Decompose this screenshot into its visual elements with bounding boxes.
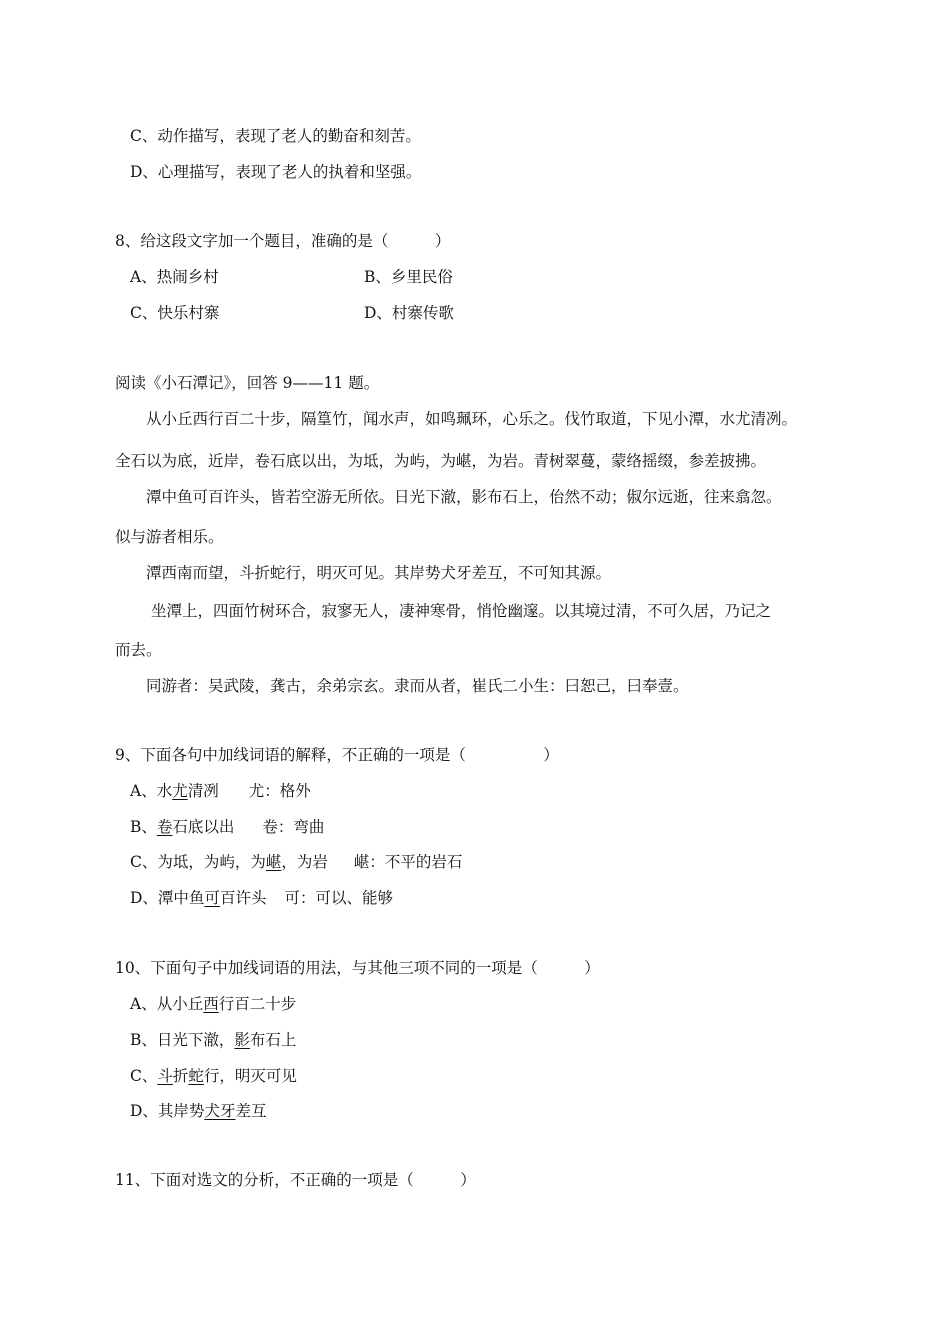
passage-p3: 潭西南而望，斗折蛇行，明灭可见。其岸势犬牙差互，不可知其源。	[146, 564, 612, 582]
q10-option-a	[130, 994, 296, 1014]
q10-c-text-mid: 折	[172, 1067, 189, 1085]
q9-a-text-post: 清冽	[187, 782, 219, 800]
q11-stem: 11、下面对选文的分析，不正确的一项是（ ）	[115, 1171, 476, 1189]
q10-c-underlined-1: 斗	[157, 1067, 173, 1085]
q9-c-underlined: 嵁	[265, 853, 282, 871]
q10-d-text-post: 差互	[235, 1102, 267, 1120]
passage-p1-line1: 从小丘西行百二十步，隔篁竹，闻水声，如鸣珮环，心乐之。伐竹取道，下见小潭，水尤清冽。	[146, 410, 798, 428]
q10-c-text: C、	[130, 1067, 158, 1085]
q9-b-gloss: 卷：弯曲	[262, 818, 325, 836]
q10-d-text: D、其岸势	[130, 1102, 205, 1120]
q9-d-text-post: 百许头	[219, 889, 267, 907]
q9-b-text: B、	[130, 818, 157, 836]
q9-d-gloss: 可：可以、能够	[284, 889, 393, 907]
passage-p2-line1: 潭中鱼可百许头，皆若空游无所依。日光下澈，影布石上，佁然不动；俶尔远逝，往来翕忽。	[146, 488, 782, 506]
q10-d-underlined: 犬牙	[204, 1102, 236, 1120]
passage-p4-line1: 坐潭上，四面竹树环合，寂寥无人，凄神寒骨，悄怆幽邃。以其境过清，不可久居，乃记之	[151, 602, 772, 620]
q9-c-text-post: ，为岩	[281, 853, 328, 871]
q10-option-d	[130, 1101, 266, 1121]
passage-p4-line2: 而去。	[115, 641, 162, 659]
q9-option-a	[130, 781, 311, 801]
passage-p1-line2: 全石以为底，近岸，卷石底以出，为坻，为屿，为嵁，为岩。青树翠蔓，蒙络摇缀，参差披拂。	[115, 452, 767, 470]
q9-a-gloss: 尤：格外	[248, 782, 311, 800]
q7-option-c: C、动作描写，表现了老人的勤奋和刻苦。	[130, 127, 421, 145]
passage-p2-line2: 似与游者相乐。	[115, 528, 224, 546]
q10-c-text-post: 行，明灭可见	[203, 1067, 297, 1085]
q10-b-text: B、日光下澈，	[130, 1031, 235, 1049]
q10-a-text: A、从小丘	[130, 995, 204, 1013]
q9-c-gloss: 嵁：不平的岩石	[353, 853, 463, 871]
q9-c-text: C、为坻，为屿，为	[130, 853, 266, 871]
q9-b-text-post: 石底以出	[172, 818, 235, 836]
q10-b-text-post: 布石上	[249, 1031, 297, 1049]
q9-stem: 9、下面各句中加线词语的解释，不正确的一项是（ ）	[115, 746, 559, 764]
q8-option-b: B、乡里民俗	[364, 268, 453, 286]
q7-option-d: D、心理描写，表现了老人的执着和坚强。	[130, 163, 422, 181]
q10-option-c	[130, 1066, 297, 1086]
q10-a-text-post: 行百二十步	[218, 995, 297, 1013]
q10-c-underlined-2: 蛇	[188, 1067, 204, 1085]
q10-b-underlined: 影	[234, 1031, 250, 1049]
q9-option-c	[130, 852, 462, 872]
q9-a-underlined: 尤	[172, 782, 188, 800]
q9-d-text: D、潭中鱼	[130, 889, 205, 907]
passage-intro: 阅读《小石潭记》，回答 9——11 题。	[115, 374, 380, 392]
q9-d-underlined: 可	[204, 889, 220, 907]
q9-b-underlined: 卷	[156, 818, 173, 836]
q8-stem: 8、给这段文字加一个题目，准确的是（ ）	[115, 232, 451, 250]
q9-option-b	[130, 817, 324, 837]
q9-option-d	[130, 888, 393, 908]
q8-option-d: D、村寨传歌	[364, 304, 454, 322]
q8-option-c: C、快乐村寨	[130, 304, 220, 322]
q10-stem: 10、下面句子中加线词语的用法，与其他三项不同的一项是（ ）	[115, 959, 600, 977]
q10-option-b	[130, 1030, 296, 1050]
q10-a-underlined: 西	[203, 995, 219, 1013]
passage-p5: 同游者：吴武陵，龚古，余弟宗玄。隶而从者，崔氏二小生：曰恕己，曰奉壹。	[146, 677, 689, 695]
q9-a-text: A、水	[130, 782, 173, 800]
q8-option-a: A、热闹乡村	[130, 268, 219, 286]
